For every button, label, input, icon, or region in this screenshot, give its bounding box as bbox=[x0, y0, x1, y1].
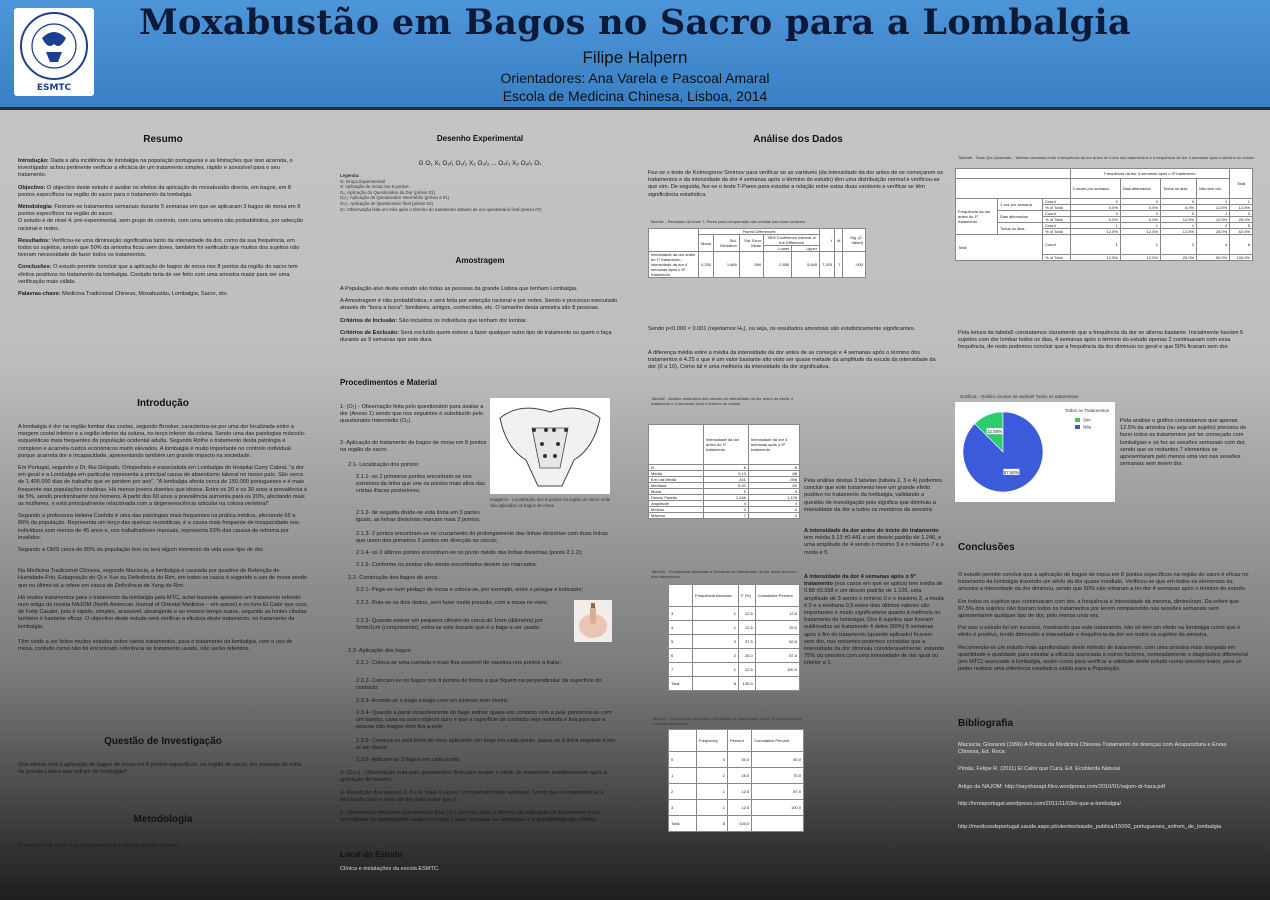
table1-ttest: Paired Differences t df Sig. (2-tailed) Mean Std. Deviation Std. Error Mean 95% Confidence Interval of the Difference Lower Upper Intensidade da dor antes do 1º tratamento - intensidade da dor 4 semanas após o 5º tratamento 4,250 1,669 ,590 2,855 5,645 7,203 7 ,000 bbox=[648, 228, 866, 278]
table2-caption: Tabela2 - Análise estatística dos valores da intensidade da dor antes de iniciar o tratamento e 4 semanas após o término do estudo bbox=[651, 396, 794, 406]
proc-step-2-3-3: 2.3.3- Acende-se o bago a bago com um incenso sem cheiro; bbox=[356, 698, 509, 704]
sacrum-caption: Imagem1 - Localização dos 8 pontos na região do sacro onde são aplicados os bagos de moxa bbox=[490, 497, 611, 508]
proc-step-2-1-4: 2.1.4- os 2 últimos pontos encontram-se no ponto médio das linhas divisórias (ponto 2.1.2); bbox=[356, 550, 583, 556]
legend-label-sim: Sim bbox=[1083, 417, 1091, 423]
proc-step-2-1-3: 2.1.3- 2 pontos encontram-se no cruzamento do prolongamento das linhas divisórias com duas linhas que unem dos primeiros 2 pontos em direcção ao cóccix; bbox=[356, 531, 608, 545]
proc-step-1: 1- (O₁) - Observação feita pelo questionário para avaliar a dor (Anexo 1) sendo que nos seguintes é substituído pelo questionário Intermédio (O₂). bbox=[340, 404, 484, 425]
bib-item: Maciocia, Giovanni (1996) A Prática da Medicina Chinesa-Tratamento de doenças com Acupunctura e Ervas Chinesa, Ed. Roca bbox=[958, 742, 1227, 756]
proc-step-5: 5- Observação feita pelo questionário final (O₇) um mês após o término da aplicação do tratamento muito semelhante ao questionário usado no ponto 2 para constatar as alterações e a durabilidade dos efeitos. bbox=[340, 810, 601, 824]
proc-step-4: 4- Repetição dos passos 2, 3 e 4, mais 4 vezes, com periodicidade semanal. Sendo que o tratamento só é efectuado caso o nível de dor seja maior que 0. bbox=[340, 790, 604, 804]
bib-item: http://medicosdeportugal.saude.sapo.pt/utentes/saude_publica/15000_portugueses_sofrem_de_lombalgia bbox=[958, 824, 1222, 831]
proc-step-2-3-5: 2.3.5- Começa-se pela linha de cima aplicando um bago em cada ponto, passa-se à linha seguinte e por aí em diante; bbox=[356, 738, 616, 752]
bibliografia-heading: Bibliografia bbox=[958, 718, 1014, 729]
questao-body: Que efeitos terá a aplicação de bagos de moxa em 8 pontos específicos, na região do sacro, em pessoas da zona da grande Lisboa que sofram de lombalgia? bbox=[18, 762, 302, 776]
table1-caption: Tabela1 - Resultado do teste T- Pares para comparação das médias das duas variáveis bbox=[650, 219, 806, 224]
proc-step-2-3-4: 2.3.4- Quando a parte incandescente do bago estiver quase em contacto com a pele pressiona-se com um bambu, cana ou outro objecto duro e que a superfície de contacto seja redonda e lisa para que a pessoa não magoe nem fira a pele; bbox=[356, 710, 612, 731]
legend-swatch-sim bbox=[1075, 418, 1080, 422]
sacrum-figure bbox=[490, 398, 610, 494]
author: Filipe Halpern bbox=[582, 48, 688, 67]
analise-heading: Análise dos Dados bbox=[753, 134, 843, 145]
desenho-formula: G O₁ X₁ O₂/₁ O₂/₂ X₂ O₃/₂ ... O₄/₃ X₅ O₆/₅ O₇ bbox=[418, 160, 542, 167]
pie-chart bbox=[955, 402, 1115, 502]
header-banner bbox=[0, 0, 1270, 110]
table3-caption: Tabela3 - Frequências Absolutas e Relativas da Intensidade da dor antes do início dos tratamentos bbox=[651, 569, 797, 579]
proc-step-2-1-5: 2.1.5- Conforme os pontos vão sendo encontrados devem ser marcados. bbox=[356, 562, 538, 568]
pie-caption: Gráfico1 - Gráfico circular da variável Todos os tratamentos bbox=[960, 394, 1079, 399]
amostragem-heading: Amostragem bbox=[455, 256, 505, 265]
table2-descriptives: Intensidade da dor antes do 1º tratamento Intensidade da dor 4 semanas após o 5º tratamento N 8 8 Média 5,13 ,88 Erro da Média ,441 ,398 Mediana 5,00 ,50 Moda 5 0 Desvio Padrão 1,246 1,126 Amplitude 4 3 Mínimo 3 0 Máximo 7 3 bbox=[648, 424, 800, 519]
local-heading: Local do Estudo bbox=[340, 850, 403, 859]
analise-p7: Pela leitura da tabela5 constatamos claramente que a frequência da dor se alterou bastante. Inicialmente haviam 5 sujeitos com dor lombar todos os dias, 4 semanas após o término do estudo apenas 2 continuavam com essa frequência, de resto podemos concluir que a frequência da dor diminuiu no geral e que 50% ficaram sem dor. bbox=[958, 330, 1244, 351]
proc-step-2-3-6: 2.3.6- Aplicam-se 3 bagos em cada ponto. bbox=[356, 757, 461, 763]
analise-p2: Sendo p<0.000 < 0.001 (rejeitamos H₀), ou seja, os resultados amostrais são estatisticamente significantes. bbox=[648, 326, 916, 332]
proc-step-2-1-1: 2.1.1- os 2 primeiros pontos encontram-se nos extremos da linha que une os pontos mais altos das cristas ilíacas posteriores; bbox=[356, 474, 486, 495]
advisors: Orientadores: Ana Varela e Pascoal Amaral bbox=[500, 70, 770, 86]
bib-item: Artigo da NAJOM: http://sayoharapt.files.wordpress.com/2010/01/najom-dr-hara.pdf bbox=[958, 783, 1166, 790]
introducao-body: A lombalgia é dor na região lombar das costas, segundo Brooker, caracteriza-se por uma dor localizada entre a margem costal inferior e a região inferior da coluna, no terço inferior da coluna. Sendo uma das patologias músculo-esqueléticas mais frequentes da população ocidental adulta. Segundo Rothe o tratamento desta patologia é complexo e acarreta custos económicos muito elevados. A lombalgia é muito importante no controlo individual porque acarreta dor e incapacidade, apresentando também um grande impacto na sociedade. Em Portugal, segundo o Dr. Rui Delgado, Ortopedista e especialista em Lombalgia do Hospital Curry Cabral, "a dor em geral e a Lombalgia em particular representa a principal causa de absentismo laboral no nosso país. São cerca de 1.400.000 dias de trabalho que se perdem por ano". "A lombalgia afecta cerca de 150.000 portugueses e é mais frequente nas populações citadinas. Há menos jovens doentes que idosos. Entre os 20 e os 30 anos a prevalência é de 5%, sendo predominante nos homens. A partir dos 60 anos a prevalência aumenta para os 20%, afectando mais as mulheres, e está principalmente relacionada com a degenerescência articular na coluna vertebral". Segundo a professora Helena Canhão é uma das patologias mais frequentes na prática médica, afectando 65 a 80% da população. Representa um terço das queixas reumáticas, é a causa mais frequente de incapacidade nos indivíduos com menos de 45 anos e, nos trabalhadores manuais, representa 63% das causas de reforma por invalidez. Segundo a OMS cerca de 80% da população tem ou terá algum momento da vida esse tipo de dor. Na Medicina Tradicional Chinesa, segundo Maciocia, a lombalgia é causada por quadros de Retenção de Humidade-Frio, Estagnação do Qi e Xue ou Deficiência do Rim, em todos os casos é sugerido o uso de moxa sendo que no último só a refere em casos de Deficiência de Yang do Rim. Há muitos tratamentos para o tratamento da lombalgia pela MTC, achei bastante apelativo um tratamento referido num artigo da revista NAJOM (North American Journal of Oriental Medicine – em anexo) e no livro El Calor que cura, de Felip Caudet, pois é rápido, simples, acessível, abrangente e ao mesmo tempo suave, segundo as fontes citadas também é bastante eficaz. O objectivo deste estudo será verificar a eficácia deste tratamento, no tratamento da lombalgia. Têm vindo a ser feitos muitos estudos sobre vários tratamentos, para o tratamento da lombalgia, com o uso de moxa, contudo como não foi encontrado referência ao tratamento usado, não serão referidos. bbox=[18, 424, 308, 653]
pie-label: 87.50% bbox=[1003, 469, 1020, 475]
table5-crosstab: Frequência da dor 4 semanas após o 5º tratamento Total 2 vezes por semana Dias alternados Todos os dias Não tem dor Frequência da dor antes do 1º tratamento 1 vez por semana Count 0 0 0 1 1 % of Total 0,0% 0,0% 0,0% 12,5% 12,5% Dias alternados Count 0 0 0 1 2 % of Total 0,0% 0,0% 12,5% 12,5% 25,0% Todos os dias Count 1 1 1 2 5 % of Total 12,5% 12,5% 12,5% 25,0% 62,5% Total Count 1 1 2 4 8 % of Total 12,5% 12,5% 25,0% 50,0% 100,0% bbox=[955, 168, 1253, 261]
proc-step-2-3: 2.3- Aplicação dos bagos: bbox=[348, 648, 413, 654]
resumo-heading: Resumo bbox=[143, 134, 183, 145]
table4-caption: Tabela4 - Frequências Absolutas e Relativas da Intensidade da dor 4 semanas após o término do estudo bbox=[652, 716, 802, 726]
svg-text:ESMTC: ESMTC bbox=[36, 83, 72, 93]
analise-p1: Fez-se o teste de Kolmogorov Smirnov para verificar se as variáveis (da intensidade da dor antes de se começarem os tratamentos e da intensidade da dor 4 semanas após o término do estudo) têm uma distribuição normal e verificou-se que sim. De seguida, fez-se o teste T-Pares para estudar a relação entre estas duas variáveis e verificar se têm significância estatística. bbox=[648, 170, 944, 198]
desenho-legend: Legenda: G: Grupo Experimental X: Aplicação de moxa nos 8 pontos O₁: Aplicação do Questionário da Dor (prévio 01) O₂/₁: Aplicação de Questionário Intermédio (prévio a 01) O₂/₂: Aplicação de Questionário final (prévio 02) O₇: Observação feita um mês após o término do tratamento através de um questionário final (anexo 07) bbox=[340, 173, 542, 212]
amostragem-body: A População-alvo deste estudo são todas as pessoas da grande Lisboa que tenham Lombalgia. A Amostragem é não probabilística, e será feita por selecção racional e por redes. Sendo o processo executado através do "boca a boca": familiares, amigos, conhecidos, etc. O tamanho desta amostra são 8 pessoas. Critérios de Inclusão: São incluídos os indivíduos que tenham dor lombar. Critérios de Exclusão: Será excluído quem estiver a fazer qualquer outro tipo de tratamento ou quem o faça durante as 9 semanas que este dura. bbox=[340, 286, 618, 344]
poster-title: Moxabustão em Bagos no Sacro para a Lombalgia bbox=[139, 2, 1131, 43]
legend-label-nao: Não bbox=[1083, 424, 1092, 430]
questao-heading: Questão de Investigação bbox=[104, 736, 222, 747]
analise-p3: A diferença média entre a média da intensidade da dor antes de se começar e 4 semanas após o término dos tratamentos é 4.25 o que é um valor bastante alto visto ser quase metade da amplitude da escala da intensidade da dor (0 a 10). Como tal é uma melhoria da intensidade da dor significativa. bbox=[648, 350, 936, 371]
pie-svg bbox=[955, 402, 1115, 502]
proc-step-2-3-1: 2.3.1- Coloca-se uma camada o mais fina possível de vaselina nos pontos a tratar; bbox=[356, 660, 562, 666]
local-body: Clínica e instalações da escola ESMTC. bbox=[340, 866, 440, 872]
legend-swatch-nao bbox=[1075, 425, 1080, 429]
table4-freq-after: Frequency Percent Cumulative Percent 0 4 50,0 50,0 1 2 25,0 75,0 2 1 12,5 87,5 3 1 12,5 100,0 Total 8 100,0 bbox=[668, 729, 804, 832]
metodologia-body: O estudo é de nível 4, pré-experimental e sem grupo de controlo. bbox=[18, 843, 180, 849]
conclusoes-heading: Conclusões bbox=[958, 542, 1015, 553]
introducao-heading: Introdução bbox=[137, 398, 189, 409]
esmtc-logo bbox=[14, 8, 94, 96]
proc-step-2-2-3: 2.2.3- Quando estiver um pequeno cilindro de cerca de 1mm (diâmetro) por 5mm/1cm (comprimento), retira-se este bocado que é o bago a ser usado. bbox=[356, 618, 544, 632]
proc-step-2-2-2: 2.2.2- Rola-se os dois dedos, sem fazer muita pressão, com a moxa no meio; bbox=[356, 600, 549, 606]
desenho-heading: Desenho Experimental bbox=[436, 134, 524, 143]
conclusoes-body: O estudo permite concluir que a aplicação de bagos de moxa em 8 pontos específicos na região do sacro é eficaz no tratamento da lombalgia trazendo um alívio da dor quase imediato. Verificou-se que em todos os elementos da amostra a intensidade da dor diminuiu, sendo que 50% não voltaram a ter dor 4 semanas após o término do estudo. Em todos os sujeitos que continuaram com dor, a frequência e intensidade da mesma, diminuíram. Da referir que 87.5% dos sujeitos não fizeram todos os tratamentos por terem comparecido nas sessões semanais sem apresentarem qualquer tipo de dor, pelo menos uma vez. Por isso o estudo foi um sucesso, mostrando que este tratamento, não só tem um efeito na lombalgia como que o efeito é positivo, tendo diminuído a intensidade e frequência da dor em todos os sujeitos da amostra. Recomenda-se um estudo mais aprofundado deste método de tratamento, com uma amostra mais alargada em quantidade e qualidade para estudar a eficácia associada a outros factores, nomeadamente o diagnóstico diferencial (em MTC) associado à lombalgia, assim como para verificar a validade deste estudo numa amostra maior, para se poder realizar uma inferência estatística válida para a População. bbox=[958, 572, 1249, 673]
bib-item: Pinsla, Felipe R. (2011) El Calor que Cura, Ed. Ecoblerda Natural bbox=[958, 766, 1120, 773]
bib-item: http://hrmsportugal.wordpress.com/2011/11/03/o-que-a-lombalgia/ bbox=[958, 800, 1122, 807]
pie-label: 12.50% bbox=[986, 429, 1003, 435]
procedimentos-heading: Procedimentos e Material bbox=[340, 378, 437, 387]
proc-step-2-1-2: 2.1.2- de seguida divide-se esta linha em 3 partes iguais, as linhas divisórias marcam mais 2 pontos; bbox=[356, 510, 481, 524]
school: Escola de Medicina Chinesa, Lisboa, 2014 bbox=[502, 88, 768, 104]
proc-step-2-1: 2.1- Localização dos pontos: bbox=[348, 462, 420, 468]
analise-p6: A intensidade da dor 4 semanas após o 5º tratamento (nos casos em que se aplica) tem média de 0.88 ±0.398 e um desvio padrão de 1.126, uma amplitude de 3 sendo o mínimo 0 e o máximo 3, a moda é 0 e a mediana 0,5 estes dois últimos valores são importantes e muito significativos quanto à melhoria no tratamento da lombalgia. Dos 8 sujeitos que fizeram sublimados ao tratamento 4 deles (50%) 5 semanas após o fim do tratamento (quando aplicado) ficaram sem dor, nos restantes podemos constatar que a intensidade da dor diminuiu consideravelmente, estando 75% da amostra com uma intensidade de dor igual ou inferior a 1. bbox=[804, 574, 944, 667]
pie-slices bbox=[963, 412, 1043, 492]
resumo-body: Introdução: Dada a alta incidência de lombalgia na população portuguesa e as limitações que isso acarreta, o investigador achou pertinente verificar a eficácia de um tratamento simples, rápido e acessível para o seu tratamento. Objectivo: O objectivo deste estudo é avaliar os efeitos da aplicação de moxabustão directa, em bagos, em 8 pontos específicos na região do sacro para o tratamento da lombalgia. Metodologia: Fizeram-se tratamentos semanais durante 5 semanas em que se aplicaram 3 bagos de moxa em 8 pontos específicos na região do sacro. O estudo é de nível 4, pré-experimental, sem grupo de controlo, com uma amostra não probabilística, por selecção racional e redes. Resultados: Verificou-se uma diminuição significativa tanto da intensidade da dor, como da sua frequência, em todos os sujeitos, sendo que 50% da amostra ficou sem dores, também foi verificado que muitos dos sujeitos não tiveram necessidade de fazer todos os tratamentos. Conclusões: O estudo permite concluir que a aplicação de bagos de moxa nos 8 pontos da região do sacro tem efeitos positivos no tratamento da lombalgia. Contudo teria de ser feito com uma amostra maior para ser uma verificação mais válida. Palavras-chave: Medicina Tradicional Chinesa, Moxabustão, Lombalgia, Sacro, dor. bbox=[18, 158, 304, 298]
pie-legend-title: Todos os Tratamentos bbox=[1064, 408, 1110, 413]
analise-p4: Pela análise destas 3 tabelas (tabela 2, 3 e 4) podemos concluir que este tratamento teve um grande efeito positivo no tratamento da lombalgia, validando a questão de investigação pois significa que diminuiu a intensidade da dor a todos os membros da amostra. bbox=[804, 478, 943, 513]
proc-step-2-3-2: 2.3.2- Colocam-se os bagos nos 8 pontos de forma a que fiquem na perpendicular da superfície do contacto; bbox=[356, 678, 602, 692]
proc-step-2-2-1: 2.2.1- Pega-se num pedaço de moxa e coloca-se, por exemplo, entre o polegar e indicador; bbox=[356, 587, 584, 593]
proc-step-2-2: 2.2- Construção dos bagos de arroz: bbox=[348, 575, 439, 581]
pie-slice-não bbox=[963, 412, 1043, 492]
proc-step-3: 3- (O₂/₁) - Observação feita pelo questionário final para avaliar o efeito do tratamento imediatamente após a aplicação do mesmo. bbox=[340, 770, 607, 784]
table3-freq-before: Frequência Absoluta F (%) Cumulative Percent 3 1 12,5 12,5 4 1 12,5 25,0 5 3 37,5 62,5 6 2 25,0 87,5 7 1 12,5 100,0 Total 8 100,0 bbox=[668, 584, 800, 691]
moxa-hand-photo bbox=[574, 600, 612, 642]
metodologia-heading: Metodologia bbox=[133, 814, 193, 825]
table5-caption: Tabela5 - Teste Qui-Quadrado - Tabelas cruzadas entre a frequência da dor antes do início dos tratamentos e a frequência de dor 4 semanas após o término do estudo bbox=[958, 155, 1255, 160]
analise-p5: A intensidade da dor antes do início do tratamento tem média 5.13 ±0.441 e um desvio padrão de 1.246, e uma amplitude de 4 sendo o mínimo 3 e o máximo 7 e a moda é 5. bbox=[804, 528, 944, 556]
bibliografia-list bbox=[958, 742, 1250, 836]
proc-step-2: 2- Aplicação do tratamento de bagos de moxa em 8 pontos na região do sacro. bbox=[340, 440, 487, 454]
analise-p8: Pela análise o gráfico constatamos que apenas 12.5% da amostra (ou seja um sujeito) precisou de fazer todos os tratamentos por ter começado com lombalgias e só fez as sessões semanais com dor, sendo que os restantes 7 elementos se apresentaram pelo menos uma vez nas sessões semanais sem terem dor. bbox=[1120, 418, 1247, 468]
